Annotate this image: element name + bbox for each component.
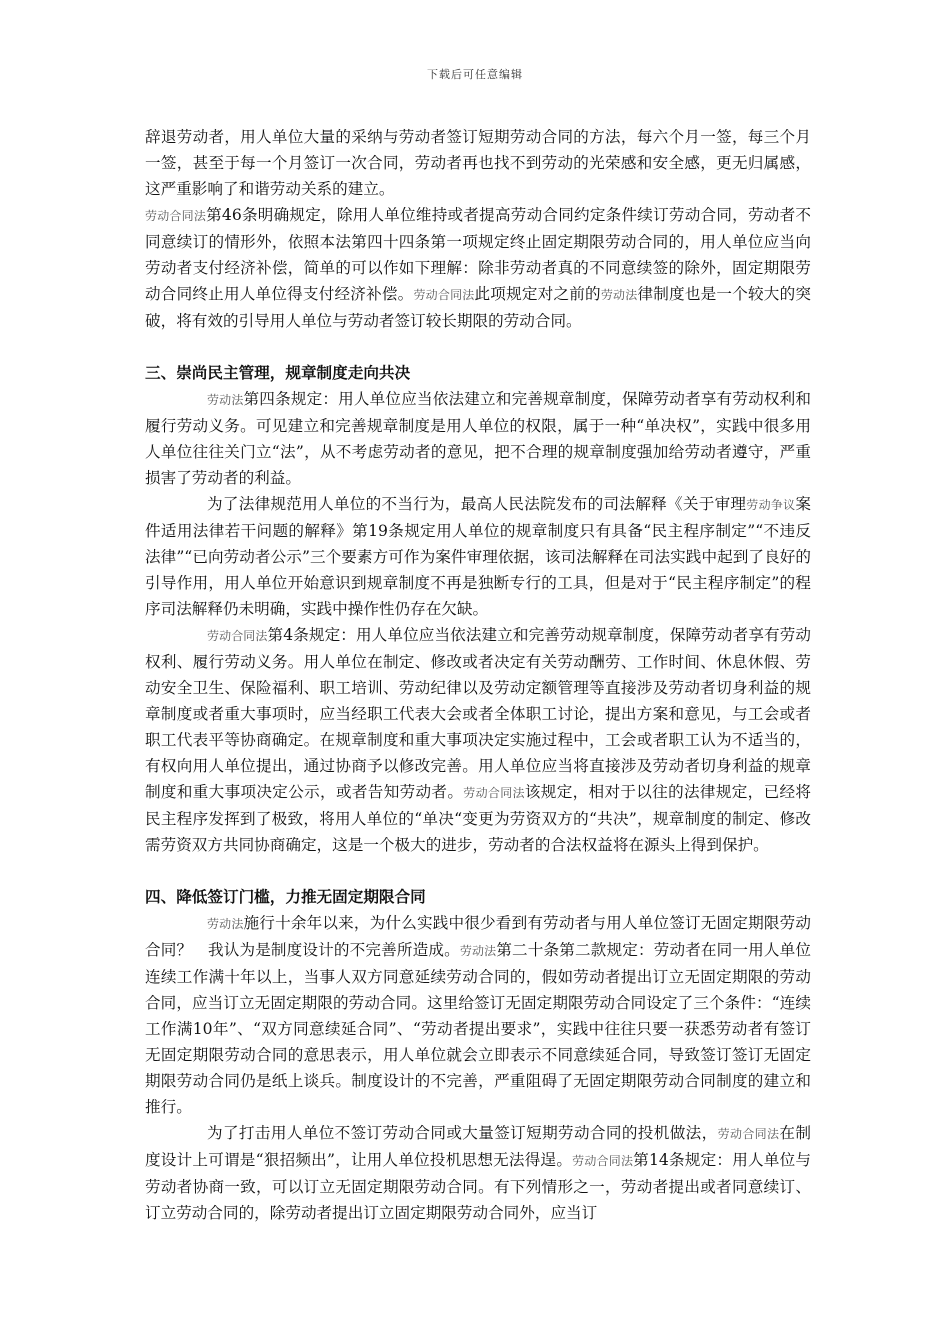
law-reference: 劳动合同法: [207, 629, 268, 643]
page-header: 下载后可任意编辑: [427, 68, 523, 81]
paragraph-text: 为了法律规范用人单位的不当行为，最高人民法院发布的司法解释《关于审理: [207, 495, 747, 513]
paragraph: [145, 202, 811, 334]
law-reference: 劳动合同法: [717, 1127, 780, 1141]
paragraph: [145, 622, 811, 858]
section-heading: 三、崇尚民主管理，规章制度走向共决: [145, 364, 411, 382]
paragraph-text: 第四条规定：用人单位应当依法建立和完善规章制度，保障劳动者享有劳动权利和履行劳动义务。可见建立和完善规章制度是用人单位的权限，属于一种“单决权”，实践中很多用人单位往往关门立“法”，从不考虑劳动者的意见，把不合理的规章制度强加给劳动者遵守，严重损害了劳动者的利益。: [145, 390, 811, 487]
paragraph-text: 第14条规定：用人单位与劳动者协商一致，可以订立无固定期限劳动合同。有下列情形之一，劳动者提出或者同意续订、订立劳动合同的，除劳动者提出订立固定期限劳动合同外，应当订: [145, 1151, 811, 1222]
paragraph-text: 第46条明确规定，除用人单位维持或者提高劳动合同约定条件续订劳动合同，劳动者不同意续订的情形外，依照本法第四十四条第一项规定终止固定期限劳动合同的，用人单位应当向劳动者支付经济补偿，简单的可以作如下理解：除非劳动者真的不同意续签的除外，固定期限劳动合同终止用人单位得支付经济补偿。: [145, 206, 811, 303]
paragraph-text: 施行十余年以来，为什么实践中很少看到有劳动者与用人单位签订无固定期限劳动合同？ 我认为是制度设计的不完善所造成。: [145, 914, 811, 959]
paragraph: 辞退劳动者，用人单位大量的采纳与劳动者签订短期劳动合同的方法，每六个月一签，每三个月一签，甚至于每一个月签订一次合同，劳动者再也找不到劳动的光荣感和安全感，更无归属感，这严重影响了和谐劳动关系的建立。: [145, 128, 811, 198]
paragraph-text: 第4条规定：用人单位应当依法建立和完善劳动规章制度，保障劳动者享有劳动权利、履行劳动义务。用人单位在制定、修改或者决定有关劳动酬劳、工作时间、休息休假、劳动安全卫生、保险福利、职工培训、劳动纪律以及劳动定额管理等直接涉及劳动者切身利益的规章制度或者重大事项时，应当经职工代表大会或者全体职工讨论，提出方案和意见，与工会或者职工代表平等协商确定。在规章制度和重大事项决定实施过程中，工会或者职工认为不适当的，有权向用人单位提出，通过协商予以修改完善。用人单位应当将直接涉及劳动者切身利益的规章制度和重大事项决定公示，或者告知劳动者。: [145, 626, 811, 801]
law-reference: 劳动合同法: [463, 786, 525, 800]
paragraph-text: 案件适用法律若干问题的解释》第19条规定用人单位的规章制度只有具备“民主程序制定”“不违反法律”“已向劳动者公示”三个要素方可作为案件审理依据，该司法解释在司法实践中起到了良好的引导作用，用人单位开始意识到规章制度不再是独断专行的工具，但是对于“民主程序制定”的程序司法解释仍未明确，实践中操作性仍存在欠缺。: [145, 495, 811, 618]
document-body: [145, 124, 811, 1226]
paragraph-text: 为了打击用人单位不签订劳动合同或大量签订短期劳动合同的投机做法，: [207, 1124, 718, 1142]
paragraph: [145, 1120, 811, 1226]
law-reference: 劳动法: [207, 917, 244, 931]
law-reference: 劳动合同法: [413, 288, 475, 302]
paragraph-text: 第二十条第二款规定：劳动者在同一用人单位连续工作满十年以上，当事人双方同意延续劳动合同的，假如劳动者提出订立无固定期限的劳动合同，应当订立无固定期限的劳动合同。这里给签订无固定期限劳动合同设定了三个条件：“连续工作满10年”、“双方同意续延合同”、“劳动者提出要求”，实践中往往只要一获悉劳动者有签订无固定期限劳动合同的意思表示，用人单位就会立即表示不同意续延合同，导致签订签订无固定期限劳动合同仍是纸上谈兵。制度设计的不完善，严重阻碍了无固定期限劳动合同制度的建立和推行。: [145, 941, 811, 1116]
paragraph-text: 律制度也是一个较大的突破，将有效的引导用人单位与劳动者签订较长期限的劳动合同。: [145, 285, 811, 330]
paragraph-text: 此项规定对之前的: [474, 285, 601, 303]
law-reference: 劳动争议: [746, 498, 796, 512]
law-reference: 劳动合同法: [145, 209, 207, 223]
paragraph-text: 在制度设计上可谓是“狠招频出”，让用人单位投机思想无法得逞。: [145, 1124, 811, 1169]
law-reference: 劳动合同法: [572, 1154, 634, 1168]
section-heading: 四、降低签订门槛，力推无固定期限合同: [145, 888, 426, 906]
paragraph: [145, 491, 811, 622]
paragraph: [145, 910, 811, 1120]
paragraph: [145, 386, 811, 491]
law-reference: 劳动法: [459, 944, 497, 958]
law-reference: 劳动法: [600, 288, 638, 302]
paragraph-text: 该规定，相对于以往的法律规定，已经将民主程序发挥到了极致，将用人单位的“单决“变更为劳资双方的“共决”，规章制度的制定、修改需劳资双方共同协商确定，这是一个极大的进步，劳动者的合法权益将在源头上得到保护。: [145, 783, 811, 854]
law-reference: 劳动法: [207, 393, 244, 407]
